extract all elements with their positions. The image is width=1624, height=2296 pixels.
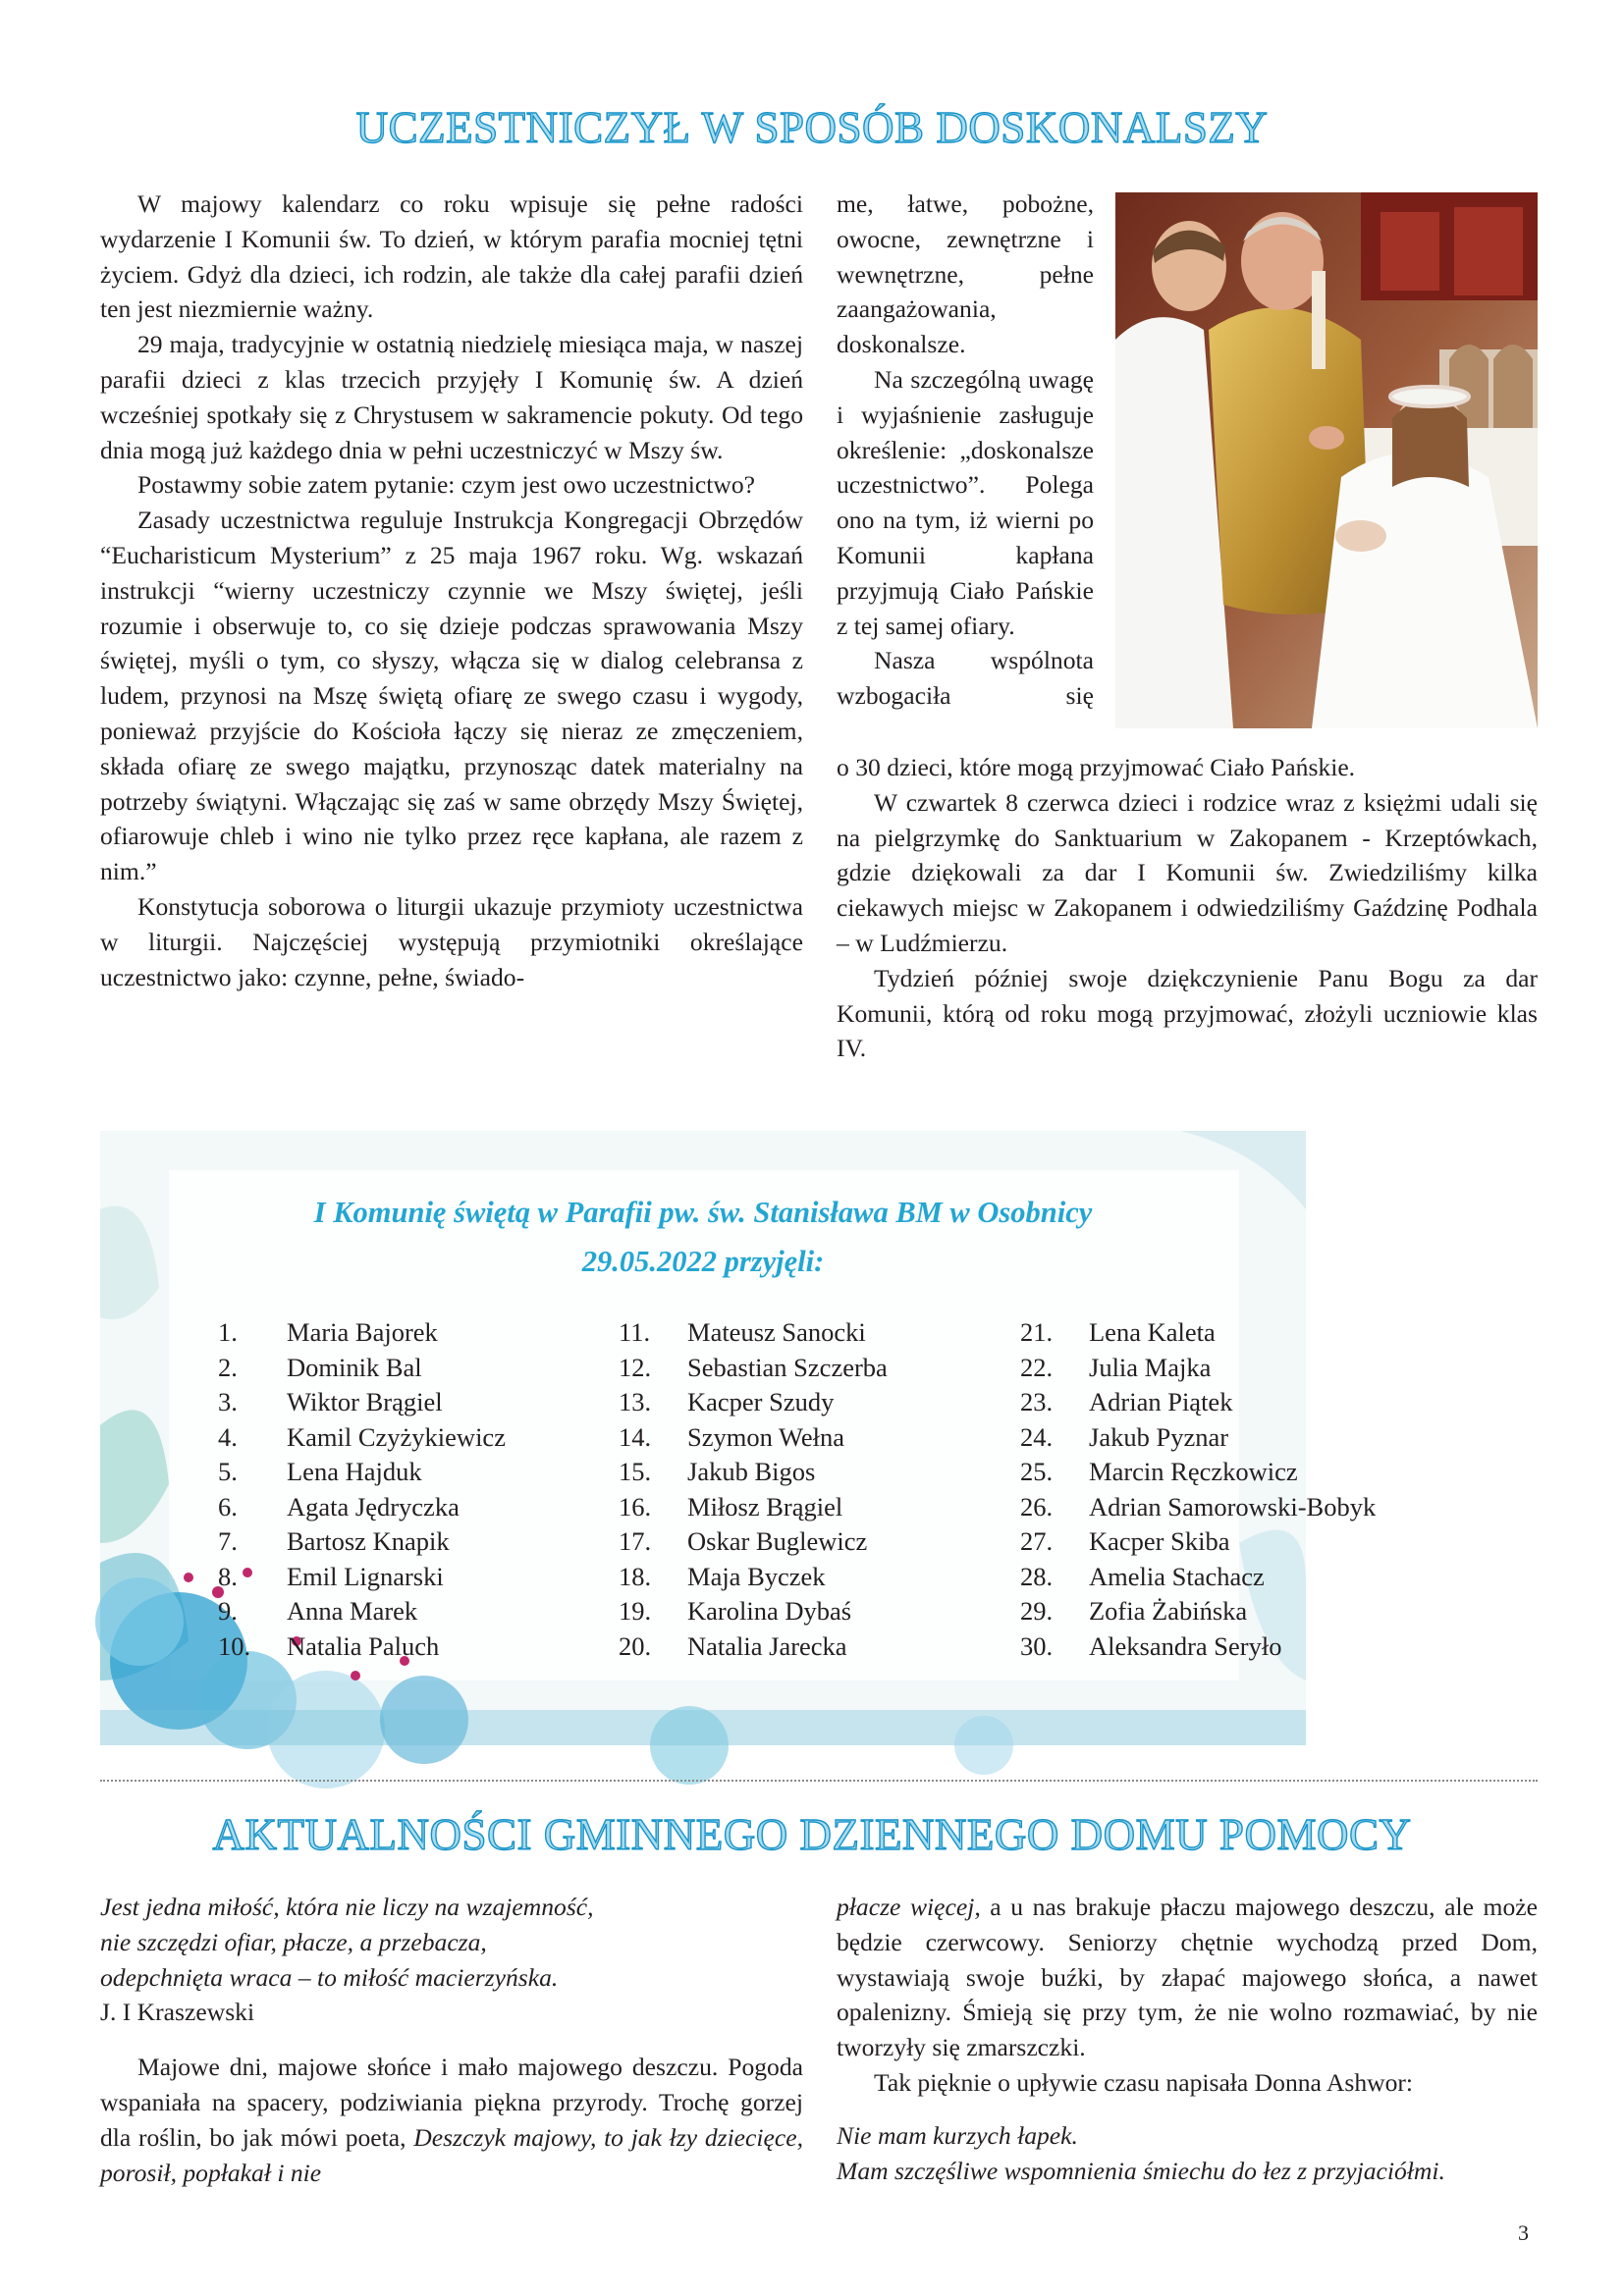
- child-name: Dominik Bal: [287, 1352, 422, 1382]
- child-name: Maja Byczek: [687, 1561, 826, 1591]
- child-name: Kacper Szudy: [687, 1387, 835, 1416]
- name-list-item: [619, 1490, 888, 1525]
- child-name: Marcin Ręczkowicz: [1089, 1457, 1298, 1486]
- child-name: Maria Bajorek: [287, 1317, 438, 1347]
- list-number: 23.: [1020, 1387, 1054, 1416]
- list-number: 15.: [619, 1457, 652, 1486]
- name-list-item: [218, 1524, 506, 1560]
- list-number: 24.: [1020, 1421, 1054, 1452]
- list-number: 21.: [1020, 1317, 1054, 1347]
- communion-list-box: [100, 1131, 1377, 1745]
- paragraph-italic: Deszczyk majowy, to jak łzy dziecięce, porosił, popłakał i nie: [100, 2122, 803, 2187]
- poem-line: odepchnięta wraca – to miłość macierzyńska.: [100, 1962, 559, 1992]
- list-number: 13.: [619, 1387, 652, 1416]
- name-list-item: [619, 1385, 888, 1420]
- list-number: 19.: [619, 1596, 652, 1626]
- child-name: Agata Jędryczka: [287, 1491, 460, 1522]
- name-list-item: [218, 1594, 506, 1629]
- quote-line: Nie mam kurzych łapek.: [837, 2120, 1078, 2150]
- name-list-item: [218, 1455, 506, 1490]
- paragraph: Postawmy sobie zatem pytanie: czym jest owo uczestnictwo?: [137, 470, 756, 500]
- name-list-item: [218, 1560, 506, 1595]
- poem-quote: [100, 1890, 803, 1995]
- paragraph: [100, 2050, 803, 2190]
- child-name: Miłosz Brągiel: [687, 1491, 843, 1522]
- child-name: Oskar Buglewicz: [687, 1526, 868, 1556]
- name-list-item: [1020, 1315, 1376, 1351]
- child-name: Sebastian Szczerba: [687, 1352, 888, 1382]
- child-name: Kamil Czyżykiewicz: [287, 1421, 506, 1452]
- name-list-item: [218, 1490, 506, 1525]
- list-number: 16.: [619, 1491, 652, 1522]
- paragraph: Na szczególną uwagę i wyjaśnienie zasługuje określenie: „doskonalsze uczestnictwo”. Polega ono na tym, iż wierni po Komunii kapłana przyjmują Ciało Pańskie z tej samej ofiary.: [837, 364, 1094, 640]
- list-number: 4.: [218, 1421, 238, 1452]
- list-number: 6.: [218, 1491, 238, 1522]
- name-list-item: [1020, 1385, 1376, 1420]
- name-list-item: [619, 1351, 888, 1386]
- list-number: 10.: [218, 1630, 251, 1661]
- child-name: Lena Hajduk: [287, 1457, 422, 1486]
- photo-illustration: [1115, 192, 1538, 728]
- section-divider: [100, 1780, 1538, 1782]
- list-number: 28.: [1020, 1561, 1054, 1591]
- child-name: Wiktor Brągiel: [287, 1387, 443, 1416]
- name-list-item: [1020, 1455, 1376, 1490]
- article-title-2: AKTUALNOŚCI GMINNEGO DZIENNEGO DOMU POMOCY: [212, 1810, 1412, 1859]
- paragraph: Nasza wspólnota wzbogaciła się: [837, 646, 1094, 711]
- article-right-narrow-column: [837, 187, 1094, 714]
- paragraph: o 30 dzieci, które mogą przyjmować Ciało Pańskie.: [837, 753, 1356, 781]
- names-column-2: [619, 1315, 888, 1664]
- list-number: 17.: [619, 1526, 652, 1556]
- paragraph: 29 maja, tradycyjnie w ostatnią niedzielę miesiąca maja, w naszej parafii dzieci z klas trzecich przyjęły I Komunię św. A dzień wcześniej spotkały się z Chrystusem w sakramencie pokuty. Od tego dnia mogą już każdego dnia w pełni uczestniczyć w Mszy św.: [100, 330, 803, 464]
- list-number: 27.: [1020, 1526, 1054, 1556]
- child-name: Jakub Pyznar: [1089, 1421, 1229, 1452]
- list-number: 14.: [619, 1421, 652, 1452]
- paragraph: me, łatwe, pobożne, owocne, zewnętrzne i wewnętrzne, pełne zaangażowania, doskonalsze.: [837, 189, 1094, 359]
- list-number: 9.: [218, 1596, 238, 1626]
- list-number: 8.: [218, 1561, 238, 1591]
- quote-line: Mam szczęśliwe wspomnienia śmiechu do łez z przyjaciółmi.: [837, 2156, 1445, 2185]
- name-list-item: [1020, 1560, 1376, 1595]
- name-list-item: [1020, 1629, 1376, 1665]
- paragraph: W majowy kalendarz co roku wpisuje się pełne radości wydarzenie I Komunii św. To dzień, w którym parafia mocniej tętni życiem. Gdyż dla dzieci, ich rodzin, ale także dla całej parafii dzień ten jest niezmiernie ważny.: [100, 189, 803, 324]
- child-name: Mateusz Sanocki: [687, 1317, 866, 1347]
- paragraph: Tak pięknie o upływie czasu napisała Donna Ashwor:: [874, 2067, 1414, 2097]
- child-name: Adrian Piątek: [1089, 1387, 1233, 1416]
- list-number: 26.: [1020, 1491, 1054, 1522]
- article2-right-column: [837, 1890, 1538, 2188]
- name-list-item: [218, 1420, 506, 1456]
- name-list-item: [619, 1315, 888, 1351]
- child-name: Adrian Samorowski-Bobyk: [1089, 1491, 1377, 1522]
- list-number: 11.: [619, 1317, 651, 1347]
- name-list-item: [1020, 1594, 1376, 1629]
- name-list-item: [1020, 1490, 1376, 1525]
- name-list-item: [218, 1385, 506, 1420]
- poem-author: J. I Kraszewski: [100, 1998, 255, 2027]
- list-number: 12.: [619, 1352, 652, 1382]
- name-list-item: [218, 1629, 506, 1665]
- child-name: Kacper Skiba: [1089, 1526, 1230, 1556]
- child-name: Emil Lignarski: [287, 1561, 444, 1591]
- paragraph: Konstytucja soborowa o liturgii ukazuje przymioty uczestnictwa w liturgii. Najczęściej występują przymiotniki określające uczestnictwo jako: czynne, pełne, świado-: [100, 891, 803, 991]
- name-list-item: [619, 1455, 888, 1490]
- paragraph-italic: płacze więcej,: [837, 1893, 981, 1921]
- poem-line: nie szczędzi ofiar, płacze, a przebacza,: [100, 1927, 487, 1956]
- child-name: Aleksandra Seryło: [1089, 1630, 1282, 1661]
- article-title: UCZESTNICZYŁ W SPOSÓB DOSKONALSZY: [355, 103, 1269, 152]
- child-name: Lena Kaleta: [1089, 1317, 1216, 1347]
- child-name: Julia Majka: [1089, 1352, 1212, 1382]
- list-number: 29.: [1020, 1596, 1054, 1626]
- names-column-3: [1020, 1315, 1376, 1664]
- list-number: 2.: [218, 1352, 238, 1382]
- list-number: 25.: [1020, 1457, 1054, 1486]
- list-number: 18.: [619, 1561, 652, 1591]
- list-number: 3.: [218, 1387, 238, 1416]
- page-number: 3: [1518, 2220, 1529, 2245]
- list-number: 20.: [619, 1630, 652, 1661]
- paragraph-text: Majowe dni, majowe słońce i mało majowego deszczu. Pogoda wspaniała na spacery, podziwiania piękna przyrody. Trochę gorzej dla roślin, bo jak mówi poeta,: [100, 2053, 803, 2152]
- list-number: 22.: [1020, 1352, 1054, 1382]
- names-column-1: [218, 1315, 506, 1664]
- child-name: Amelia Stachacz: [1089, 1561, 1265, 1591]
- article-right-wide-column: [837, 750, 1538, 1066]
- communion-heading-line2: 29.05.2022 przyjęli:: [581, 1245, 825, 1278]
- child-name: Karolina Dybaś: [687, 1596, 852, 1626]
- paragraph: Zasady uczestnictwa reguluje Instrukcja Kongregacji Obrzędów “Eucharisticum Mysterium” z 25 maja 1967 roku. Wg. wskazań instrukcji “wierny uczestniczy czynnie we Mszy świętej, jeśli rozumie i obserwuje to, co się dzieje podczas sprawowania Mszy świętej, myśli o tym, co słyszy, włącza się w dialog celebransa z ludem, przynosi na Mszę świętą ofiarę ze swego czasu i wygody, ponieważ przyjście do Kościoła łączy się nieraz ze zmęczeniem, składa ofiarę ze swego majątku, przynosząc datek materialny na potrzeby świątyni. Włączając się zaś w same obrzędy Mszy Świętej, ofiarowuje chleb i wino nie tylko przez ręce kapłana, ale razem z nim.”: [100, 506, 803, 886]
- child-name: Szymon Wełna: [687, 1421, 845, 1452]
- child-name: Zofia Żabińska: [1089, 1596, 1248, 1626]
- name-list-item: [218, 1315, 506, 1351]
- child-name: Natalia Paluch: [287, 1630, 440, 1661]
- name-list-item: [218, 1351, 506, 1386]
- name-list-item: [619, 1629, 888, 1665]
- list-number: 7.: [218, 1526, 238, 1556]
- list-number: 30.: [1020, 1630, 1054, 1661]
- name-list-item: [619, 1594, 888, 1629]
- child-name: Jakub Bigos: [687, 1457, 816, 1486]
- article2-left-column: [100, 1890, 803, 2190]
- quote-block: [837, 2118, 1538, 2189]
- communion-photo: [1115, 192, 1538, 728]
- child-name: Natalia Jarecka: [687, 1630, 847, 1661]
- communion-heading-line1: I Komunię świętą w Parafii pw. św. Stanisława BM w Osobnicy: [313, 1196, 1093, 1229]
- article-left-column: [100, 187, 803, 994]
- name-list-item: [619, 1560, 888, 1595]
- list-number: 1.: [218, 1317, 238, 1347]
- child-name: Anna Marek: [287, 1596, 418, 1626]
- paragraph-text: a u nas brakuje płaczu majowego deszczu, ale może będzie czerwcowy. Seniorzy chętnie wychodzą przed Dom, wystawiają swoje buźki, by złapać majowego słońca, a nawet opalenizny. Śmieją się przy tym, że nie wolno rozmawiać, by nie tworzyły się zmarszczki.: [837, 1893, 1538, 2062]
- name-list-item: [619, 1524, 888, 1560]
- paragraph: W czwartek 8 czerwca dzieci i rodzice wraz z księżmi udali się na pielgrzymkę do Sanktuarium w Zakopanem - Krzeptówkach, gdzie dziękowali za dar I Komunii św. Zwiedziliśmy kilka ciekawych miejsc w Zakopanem i odwiedziliśmy Gaździnę Podhala – w Ludźmierzu.: [837, 787, 1538, 957]
- paragraph: [837, 1890, 1538, 2065]
- communion-heading: [100, 1188, 1306, 1286]
- name-list-item: [1020, 1524, 1376, 1560]
- name-list-item: [619, 1420, 888, 1456]
- name-list-item: [1020, 1351, 1376, 1386]
- poem-line: Jest jedna miłość, która nie liczy na wzajemność,: [100, 1893, 594, 1921]
- child-name: Bartosz Knapik: [287, 1526, 450, 1556]
- list-number: 5.: [218, 1457, 238, 1486]
- name-list-item: [1020, 1420, 1376, 1456]
- paragraph: Tydzień później swoje dziękczynienie Panu Bogu za dar Komunii, którą od roku mogą przyjmować, złożyli uczniowie klas IV.: [837, 963, 1538, 1063]
